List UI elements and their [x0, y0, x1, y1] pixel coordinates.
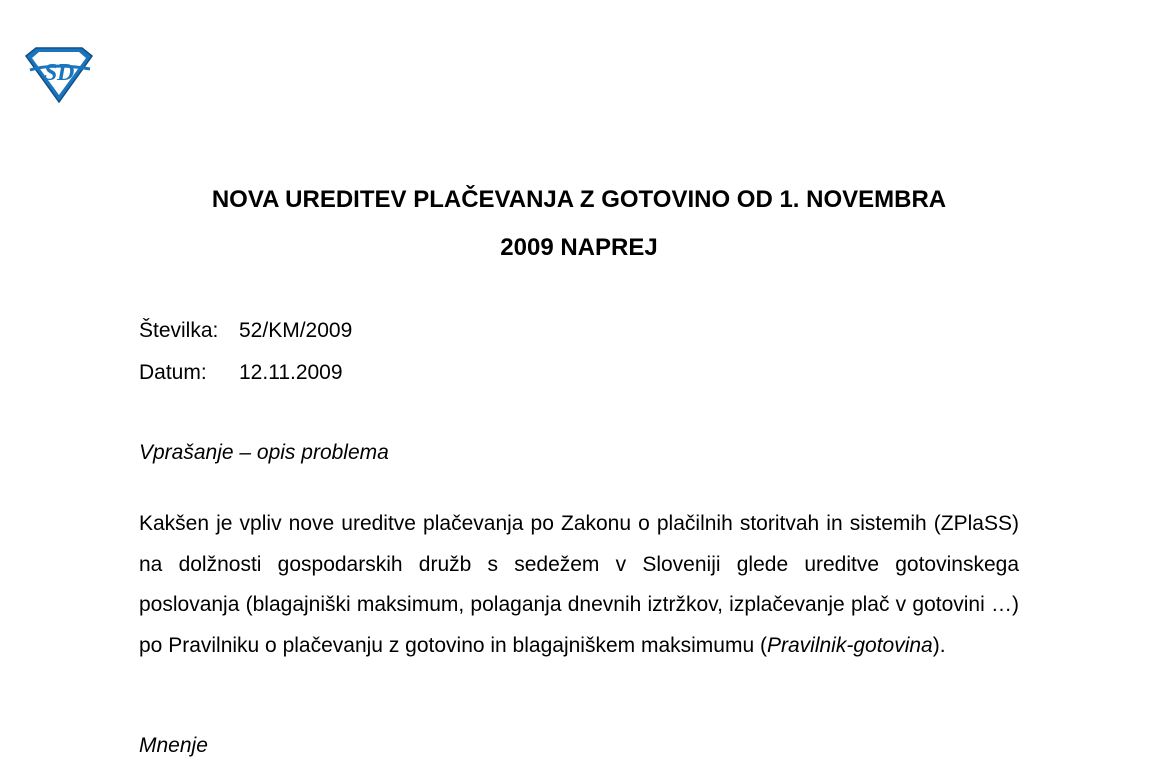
section-heading-opinion: Mnenje — [139, 734, 208, 757]
sd-logo — [22, 46, 96, 104]
section-heading-question: Vprašanje – opis problema — [139, 441, 389, 464]
document-number-row — [139, 318, 352, 344]
document-title-line-1: NOVA UREDITEV PLAČEVANJA Z GOTOVINO OD 1. NOVEMBRA — [211, 186, 947, 213]
document-date-label: Datum: — [139, 361, 207, 384]
svg-text:S: S — [44, 60, 58, 86]
svg-text:D: D — [57, 60, 75, 86]
question-paragraph — [139, 504, 1019, 666]
paragraph-text: Kakšen je vpliv nove ureditve plačevanja po Zakonu o plačilnih storitvah in sistemih (ZPlaSS) na dolžnosti gospodarskih družb s sedežem v Sloveniji glede ureditve gotovinskega poslovanja (blagajniški maksimum, polaganja dnevnih iztržkov, izplačevanje plač v gotovini …) po Pravilniku o plačevanju z gotovino in blagajniškem maksimumu ( — [139, 512, 1019, 657]
paragraph-text-end: ). — [932, 633, 946, 657]
document-number-label: Številka: — [139, 319, 219, 342]
document-title-line-2: 2009 NAPREJ — [500, 234, 658, 261]
paragraph-italic-term: Pravilnik-gotovina — [766, 633, 933, 657]
document-date-row — [139, 360, 343, 386]
document-date-value: 12.11.2009 — [239, 361, 343, 384]
sd-logo-icon — [22, 46, 96, 104]
document-number-value: 52/KM/2009 — [239, 319, 353, 342]
